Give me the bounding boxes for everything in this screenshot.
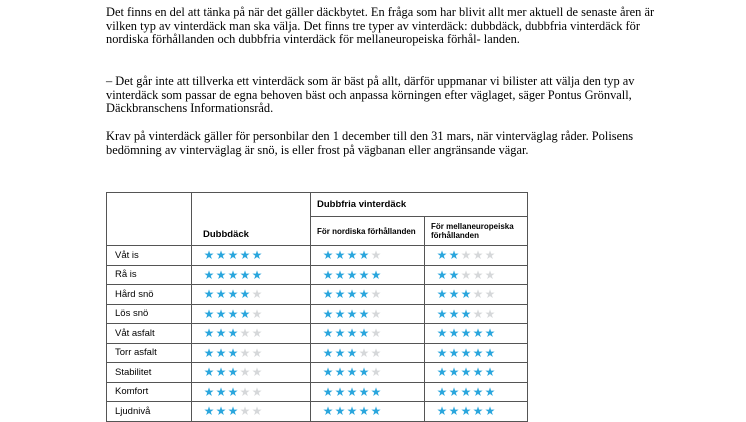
star-icon: ★ — [251, 345, 263, 360]
star-rating — [425, 402, 528, 422]
star-icon: ★ — [346, 384, 358, 399]
row-label: Våt is — [107, 246, 192, 266]
star-icon: ★ — [334, 248, 346, 263]
star-icon: ★ — [460, 345, 472, 360]
header-dubbdack: Dubbdäck — [192, 193, 311, 246]
star-icon: ★ — [215, 326, 227, 341]
row-label: Ljudnivå — [107, 402, 192, 422]
star-icon: ★ — [358, 404, 370, 419]
rules-paragraph — [106, 130, 666, 157]
star-rating — [192, 285, 311, 305]
star-rating — [311, 402, 425, 422]
star-icon: ★ — [239, 384, 251, 399]
star-icon: ★ — [370, 326, 382, 341]
star-icon: ★ — [436, 267, 448, 282]
star-icon: ★ — [448, 345, 460, 360]
quote-paragraph — [106, 75, 666, 116]
table-row — [107, 363, 528, 383]
star-icon: ★ — [370, 248, 382, 263]
star-icon: ★ — [484, 365, 496, 380]
star-icon: ★ — [472, 384, 484, 399]
star-rating — [311, 343, 425, 363]
star-icon: ★ — [448, 248, 460, 263]
star-rating — [425, 246, 528, 266]
star-icon: ★ — [334, 306, 346, 321]
star-rating — [425, 382, 528, 402]
star-icon: ★ — [460, 248, 472, 263]
star-icon: ★ — [215, 345, 227, 360]
table-row — [107, 246, 528, 266]
star-icon: ★ — [472, 404, 484, 419]
star-icon: ★ — [460, 267, 472, 282]
star-icon: ★ — [239, 287, 251, 302]
header-dubbfria-group: Dubbfria vinterdäck — [311, 193, 528, 217]
star-rating — [311, 382, 425, 402]
star-icon: ★ — [239, 404, 251, 419]
star-icon: ★ — [251, 267, 263, 282]
star-icon: ★ — [334, 287, 346, 302]
star-icon: ★ — [227, 306, 239, 321]
star-icon: ★ — [370, 306, 382, 321]
row-label: Rå is — [107, 265, 192, 285]
star-icon: ★ — [239, 248, 251, 263]
star-icon: ★ — [436, 326, 448, 341]
table-row — [107, 382, 528, 402]
table-row — [107, 285, 528, 305]
star-icon: ★ — [346, 306, 358, 321]
star-icon: ★ — [436, 384, 448, 399]
star-icon: ★ — [239, 326, 251, 341]
star-icon: ★ — [460, 326, 472, 341]
star-icon: ★ — [251, 404, 263, 419]
star-icon: ★ — [239, 306, 251, 321]
row-label: Lös snö — [107, 304, 192, 324]
star-icon: ★ — [227, 326, 239, 341]
table-row — [107, 304, 528, 324]
star-rating — [425, 285, 528, 305]
star-icon: ★ — [448, 287, 460, 302]
star-icon: ★ — [203, 384, 215, 399]
star-icon: ★ — [448, 365, 460, 380]
rating-rows — [107, 246, 528, 422]
star-icon: ★ — [484, 326, 496, 341]
header-nordic: För nordiska förhållanden — [311, 217, 425, 246]
star-icon: ★ — [334, 384, 346, 399]
star-icon: ★ — [472, 345, 484, 360]
star-icon: ★ — [448, 326, 460, 341]
star-icon: ★ — [215, 365, 227, 380]
star-rating — [192, 402, 311, 422]
star-rating — [311, 246, 425, 266]
star-icon: ★ — [436, 365, 448, 380]
star-icon: ★ — [203, 326, 215, 341]
paragraph-1: Det finns en del att tänka på när det gäller däckbytet. En fråga som har blivit allt mer aktuell de senaste åren är vilken typ av vinterdäck man ska välja. Det finns tre typer av vinterdäck: dubbdäck, dubbfria vinterdäck för nordiska förhållanden och dubbfria vinterdäck för mellaneuropeiska förhål- landen. — [106, 5, 655, 47]
star-icon: ★ — [251, 365, 263, 380]
star-rating — [192, 324, 311, 344]
star-rating — [192, 382, 311, 402]
star-icon: ★ — [460, 384, 472, 399]
star-icon: ★ — [346, 345, 358, 360]
row-label: Hård snö — [107, 285, 192, 305]
star-icon: ★ — [370, 287, 382, 302]
star-rating — [192, 304, 311, 324]
star-icon: ★ — [370, 384, 382, 399]
star-icon: ★ — [203, 248, 215, 263]
star-icon: ★ — [472, 267, 484, 282]
star-icon: ★ — [436, 287, 448, 302]
star-icon: ★ — [472, 287, 484, 302]
star-icon: ★ — [448, 267, 460, 282]
star-icon: ★ — [358, 287, 370, 302]
header-central-european: För mellaneuropeiska förhållanden — [425, 217, 528, 246]
star-rating — [311, 304, 425, 324]
star-rating — [425, 304, 528, 324]
star-icon: ★ — [484, 384, 496, 399]
star-icon: ★ — [460, 306, 472, 321]
star-icon: ★ — [322, 287, 334, 302]
paragraph-2: – Det går inte att tillverka ett vinterdäck som är bäst på allt, därför uppmanar vi bilister att välja den typ av vinterdäck som passar de egna behoven bäst och anpassa körningen efter väglaget, säger Pontus Grönvall, Däckbranschens Informationsråd. — [106, 74, 635, 116]
row-label: Komfort — [107, 382, 192, 402]
star-icon: ★ — [346, 404, 358, 419]
star-rating — [192, 343, 311, 363]
star-icon: ★ — [472, 326, 484, 341]
star-icon: ★ — [203, 365, 215, 380]
star-icon: ★ — [334, 365, 346, 380]
star-icon: ★ — [358, 345, 370, 360]
row-label: Stabilitet — [107, 363, 192, 383]
star-icon: ★ — [358, 326, 370, 341]
star-rating — [192, 246, 311, 266]
star-icon: ★ — [358, 267, 370, 282]
star-icon: ★ — [436, 345, 448, 360]
star-icon: ★ — [251, 326, 263, 341]
star-rating — [192, 265, 311, 285]
star-icon: ★ — [215, 306, 227, 321]
star-icon: ★ — [460, 404, 472, 419]
paragraph-3: Krav på vinterdäck gäller för personbilar den 1 december till den 31 mars, när vinterväglag råder. Polisens bedömning av vinterväglag är snö, is eller frost på vägbanan eller angränsande vägar. — [106, 129, 634, 157]
star-icon: ★ — [370, 267, 382, 282]
star-icon: ★ — [472, 365, 484, 380]
star-icon: ★ — [484, 345, 496, 360]
star-icon: ★ — [358, 384, 370, 399]
star-rating — [425, 265, 528, 285]
star-icon: ★ — [436, 404, 448, 419]
star-icon: ★ — [203, 404, 215, 419]
star-rating — [425, 343, 528, 363]
star-icon: ★ — [322, 404, 334, 419]
star-icon: ★ — [484, 404, 496, 419]
star-icon: ★ — [215, 404, 227, 419]
star-icon: ★ — [251, 384, 263, 399]
star-icon: ★ — [436, 248, 448, 263]
star-rating — [192, 363, 311, 383]
star-icon: ★ — [203, 267, 215, 282]
star-icon: ★ — [239, 267, 251, 282]
table-row — [107, 402, 528, 422]
star-icon: ★ — [322, 267, 334, 282]
star-icon: ★ — [227, 384, 239, 399]
star-icon: ★ — [215, 384, 227, 399]
star-icon: ★ — [215, 287, 227, 302]
star-icon: ★ — [322, 345, 334, 360]
star-icon: ★ — [472, 306, 484, 321]
star-icon: ★ — [358, 365, 370, 380]
row-label: Våt asfalt — [107, 324, 192, 344]
star-rating — [311, 265, 425, 285]
winter-tire-comparison-table — [106, 192, 528, 422]
star-icon: ★ — [358, 306, 370, 321]
star-icon: ★ — [448, 404, 460, 419]
star-icon: ★ — [370, 404, 382, 419]
star-icon: ★ — [358, 248, 370, 263]
star-icon: ★ — [251, 248, 263, 263]
star-icon: ★ — [239, 365, 251, 380]
star-icon: ★ — [322, 306, 334, 321]
star-icon: ★ — [203, 287, 215, 302]
star-icon: ★ — [346, 267, 358, 282]
star-icon: ★ — [346, 365, 358, 380]
star-icon: ★ — [484, 248, 496, 263]
star-icon: ★ — [227, 267, 239, 282]
star-icon: ★ — [215, 248, 227, 263]
star-rating — [311, 285, 425, 305]
star-icon: ★ — [460, 287, 472, 302]
star-rating — [311, 324, 425, 344]
row-label: Torr asfalt — [107, 343, 192, 363]
star-icon: ★ — [251, 287, 263, 302]
star-icon: ★ — [370, 345, 382, 360]
star-icon: ★ — [334, 326, 346, 341]
table-row — [107, 265, 528, 285]
star-icon: ★ — [484, 306, 496, 321]
star-icon: ★ — [227, 248, 239, 263]
star-icon: ★ — [484, 267, 496, 282]
star-icon: ★ — [227, 287, 239, 302]
star-icon: ★ — [322, 384, 334, 399]
star-icon: ★ — [227, 345, 239, 360]
star-icon: ★ — [472, 248, 484, 263]
star-icon: ★ — [203, 345, 215, 360]
star-icon: ★ — [322, 248, 334, 263]
star-icon: ★ — [370, 365, 382, 380]
intro-paragraph — [106, 6, 666, 47]
star-icon: ★ — [334, 345, 346, 360]
corner-cell — [107, 193, 192, 246]
star-icon: ★ — [484, 287, 496, 302]
star-icon: ★ — [203, 306, 215, 321]
star-icon: ★ — [346, 248, 358, 263]
star-icon: ★ — [346, 287, 358, 302]
star-icon: ★ — [322, 365, 334, 380]
star-rating — [311, 363, 425, 383]
star-icon: ★ — [346, 326, 358, 341]
star-icon: ★ — [239, 345, 251, 360]
star-icon: ★ — [215, 267, 227, 282]
table-row — [107, 343, 528, 363]
star-icon: ★ — [334, 404, 346, 419]
table-row — [107, 324, 528, 344]
star-icon: ★ — [448, 384, 460, 399]
star-icon: ★ — [436, 306, 448, 321]
star-icon: ★ — [251, 306, 263, 321]
star-icon: ★ — [448, 306, 460, 321]
star-icon: ★ — [227, 404, 239, 419]
star-icon: ★ — [322, 326, 334, 341]
star-icon: ★ — [227, 365, 239, 380]
star-rating — [425, 324, 528, 344]
star-icon: ★ — [334, 267, 346, 282]
star-rating — [425, 363, 528, 383]
star-icon: ★ — [460, 365, 472, 380]
